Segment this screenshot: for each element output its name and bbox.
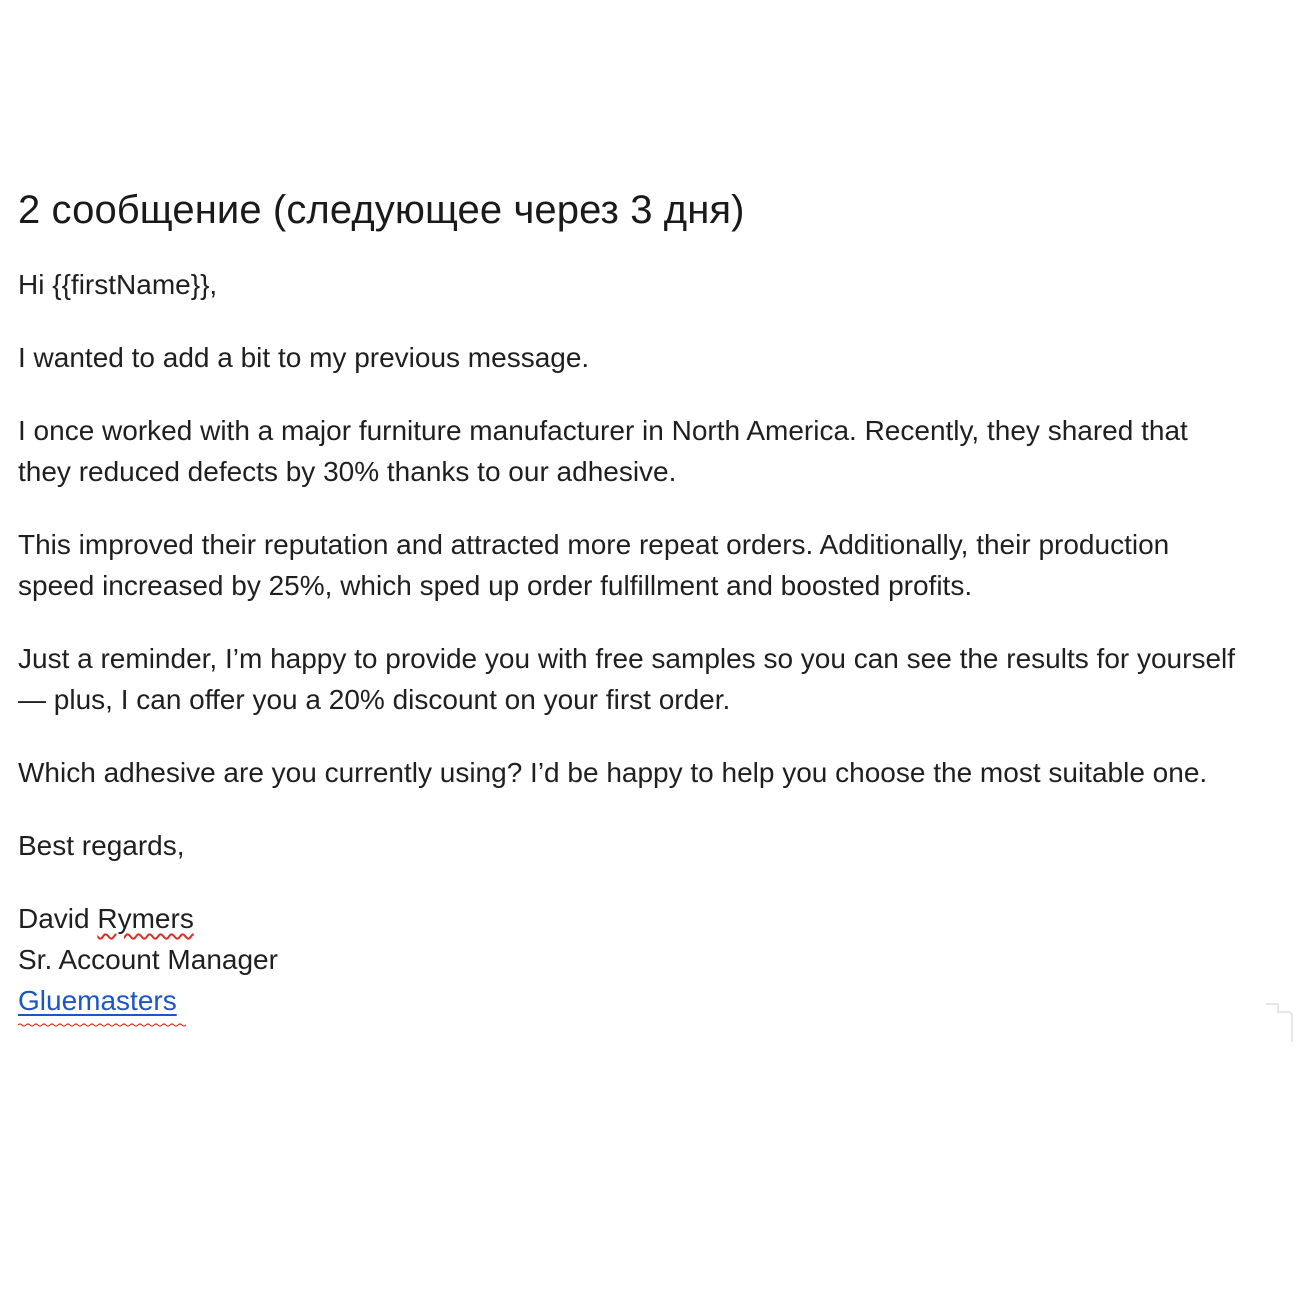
paragraph-question: Which adhesive are you currently using? I’d be happy to help you choose the most suitable one. [18,757,1208,788]
greeting: Hi {{firstName}}, [18,269,218,300]
paragraph-case-study: I once worked with a major furniture manufacturer in North America. Recently, they shared that they reduced defects by 30% thanks to our adhesive. [18,415,1188,487]
signature-last-name: Rymers [97,903,194,934]
paragraph-results: This improved their reputation and attracted more repeat orders. Additionally, their production speed increased by 25%, which sped up order fulfillment and boosted profits. [18,529,1170,601]
company-link[interactable] [18,980,177,1021]
signature-name [18,898,1248,939]
drag-handle-icon [1264,1000,1294,1046]
company-link-text: Gluemasters [18,985,177,1016]
email-document [18,184,1248,1021]
signature-company-line [18,980,1248,1021]
paragraph-offer: Just a reminder, I’m happy to provide you with free samples so you can see the results for yourself — plus, I can offer you a 20% discount on your first order. [18,643,1236,715]
closing: Best regards, [18,830,185,861]
message-heading: 2 сообщение (следующее через 3 дня) [18,188,745,232]
signature-title: Sr. Account Manager [18,944,278,975]
spellcheck-underline [18,1023,188,1027]
paragraph-intro: I wanted to add a bit to my previous message. [18,342,590,373]
signature-first-name: David [18,903,90,934]
signature-block [18,898,1248,1021]
